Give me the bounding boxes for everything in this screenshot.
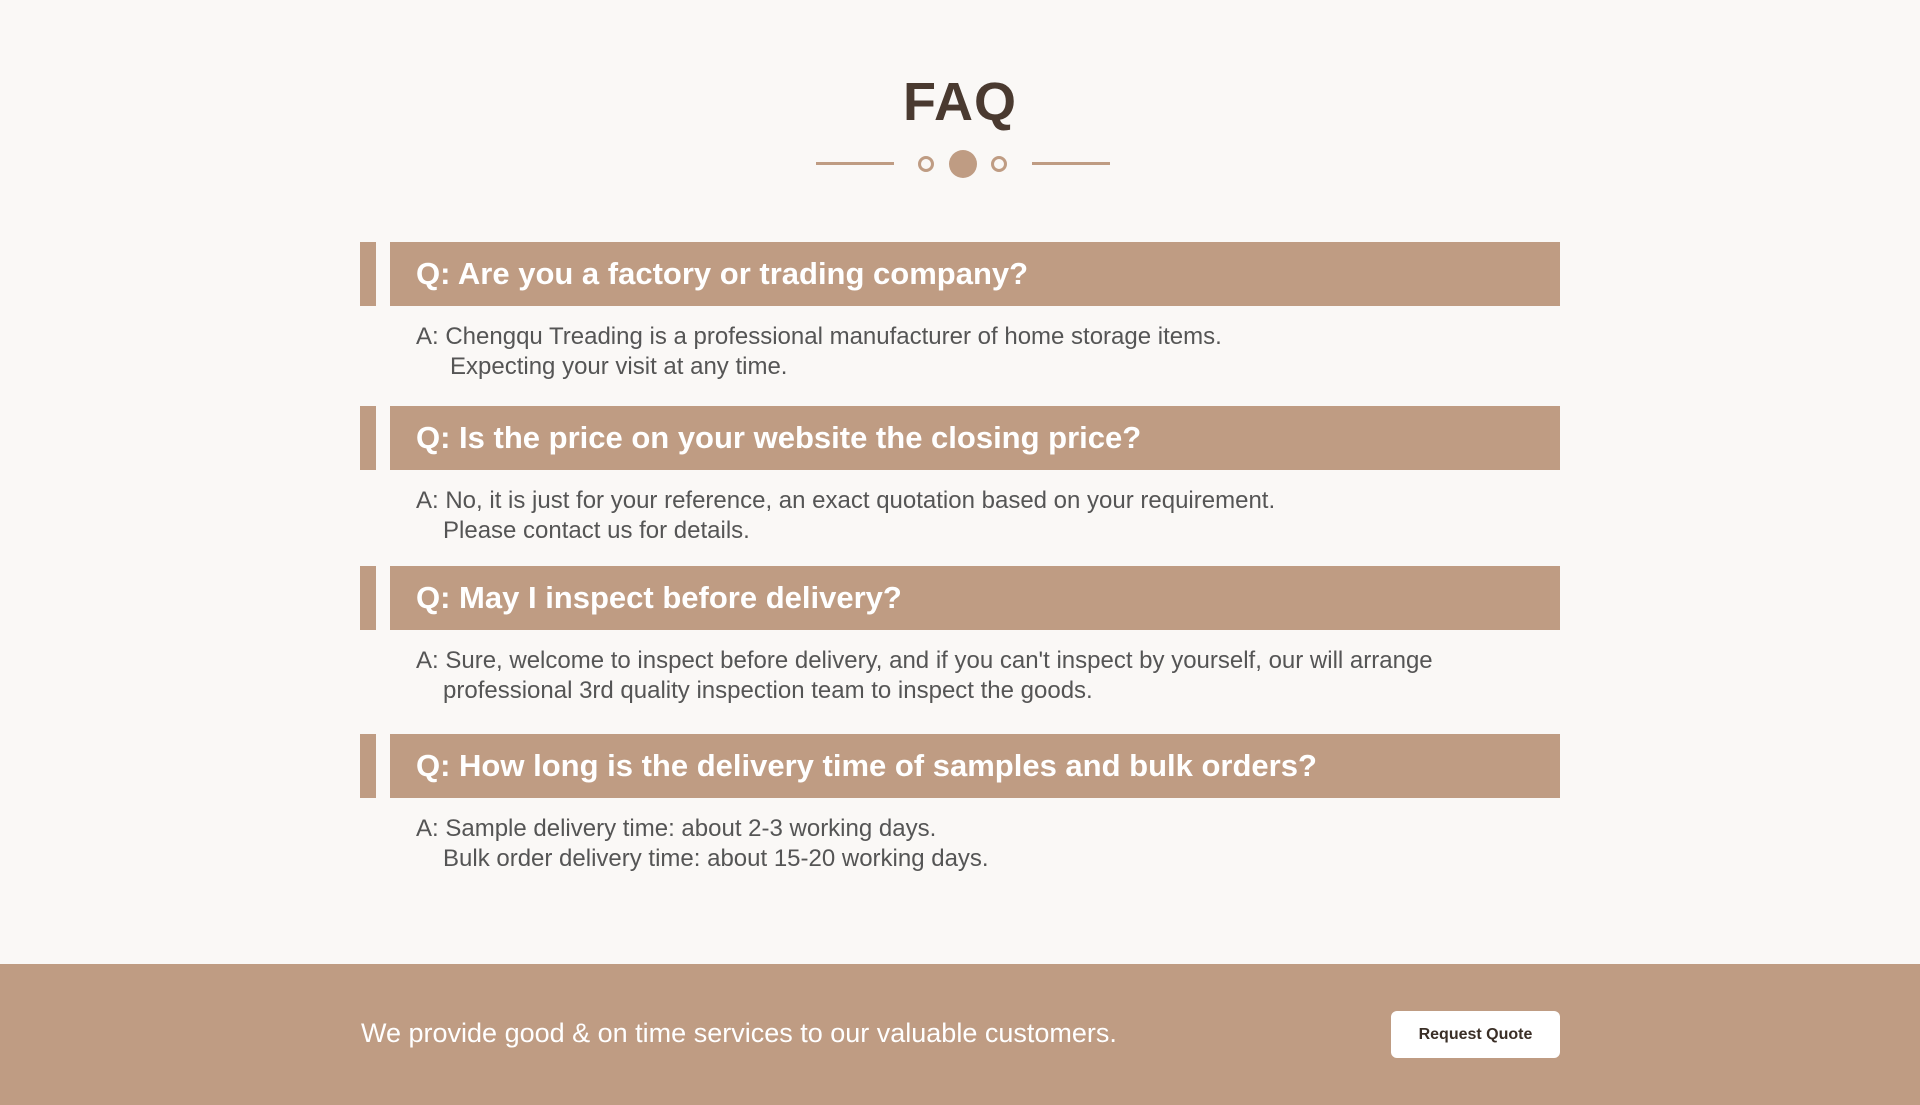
faq-item — [360, 406, 1560, 546]
faq-answer-line: Bulk order delivery time: about 15-20 working days. — [443, 845, 989, 872]
faq-question: Q: How long is the delivery time of samples and bulk orders? — [416, 748, 1317, 783]
faq-question: Q: Is the price on your website the closing price? — [416, 420, 1142, 455]
question-accent-bar — [360, 242, 376, 306]
question-box — [390, 242, 1560, 306]
faq-item — [360, 566, 1560, 706]
question-accent-bar — [360, 734, 376, 798]
faq-question: Q: May I inspect before delivery? — [416, 580, 902, 615]
faq-item — [360, 734, 1560, 874]
faq-answer-line: Expecting your visit at any time. — [450, 353, 788, 380]
faq-answer — [360, 470, 1560, 546]
faq-answer-line: Please contact us for details. — [443, 517, 750, 544]
faq-question-bar[interactable] — [360, 242, 1560, 306]
faq-question-bar[interactable] — [360, 406, 1560, 470]
title-divider — [816, 150, 1110, 180]
faq-item — [360, 242, 1560, 382]
question-box — [390, 734, 1560, 798]
faq-answer-line: A: Sure, welcome to inspect before delivery, and if you can't inspect by yourself, our will arrange — [416, 647, 1433, 674]
faq-question-bar[interactable] — [360, 566, 1560, 630]
faq-answer-line: professional 3rd quality inspection team to inspect the goods. — [443, 677, 1093, 704]
question-accent-bar — [360, 406, 376, 470]
page-title: FAQ — [902, 72, 1017, 132]
faq-question-bar[interactable] — [360, 734, 1560, 798]
request-quote-button[interactable]: Request Quote — [1391, 1011, 1560, 1058]
divider-dot-small-left — [918, 156, 934, 172]
footer-tagline: We provide good & on time services to our valuable customers. — [361, 1018, 1117, 1048]
faq-answer — [360, 306, 1560, 382]
question-accent-bar — [360, 566, 376, 630]
faq-answer — [360, 630, 1560, 706]
question-box — [390, 406, 1560, 470]
footer-cta-band — [0, 964, 1920, 1105]
question-box — [390, 566, 1560, 630]
divider-line-left — [816, 162, 894, 165]
faq-answer-line: A: Sample delivery time: about 2-3 working days. — [416, 815, 937, 842]
divider-line-right — [1032, 162, 1110, 165]
faq-question: Q: Are you a factory or trading company? — [416, 256, 1029, 291]
faq-answer-line: A: Chengqu Treading is a professional manufacturer of home storage items. — [416, 323, 1222, 350]
divider-dot-center — [949, 150, 977, 178]
faq-answer — [360, 798, 1560, 874]
divider-dot-small-right — [991, 156, 1007, 172]
faq-list — [360, 242, 1560, 874]
faq-answer-line: A: No, it is just for your reference, an exact quotation based on your requirement. — [416, 487, 1276, 514]
